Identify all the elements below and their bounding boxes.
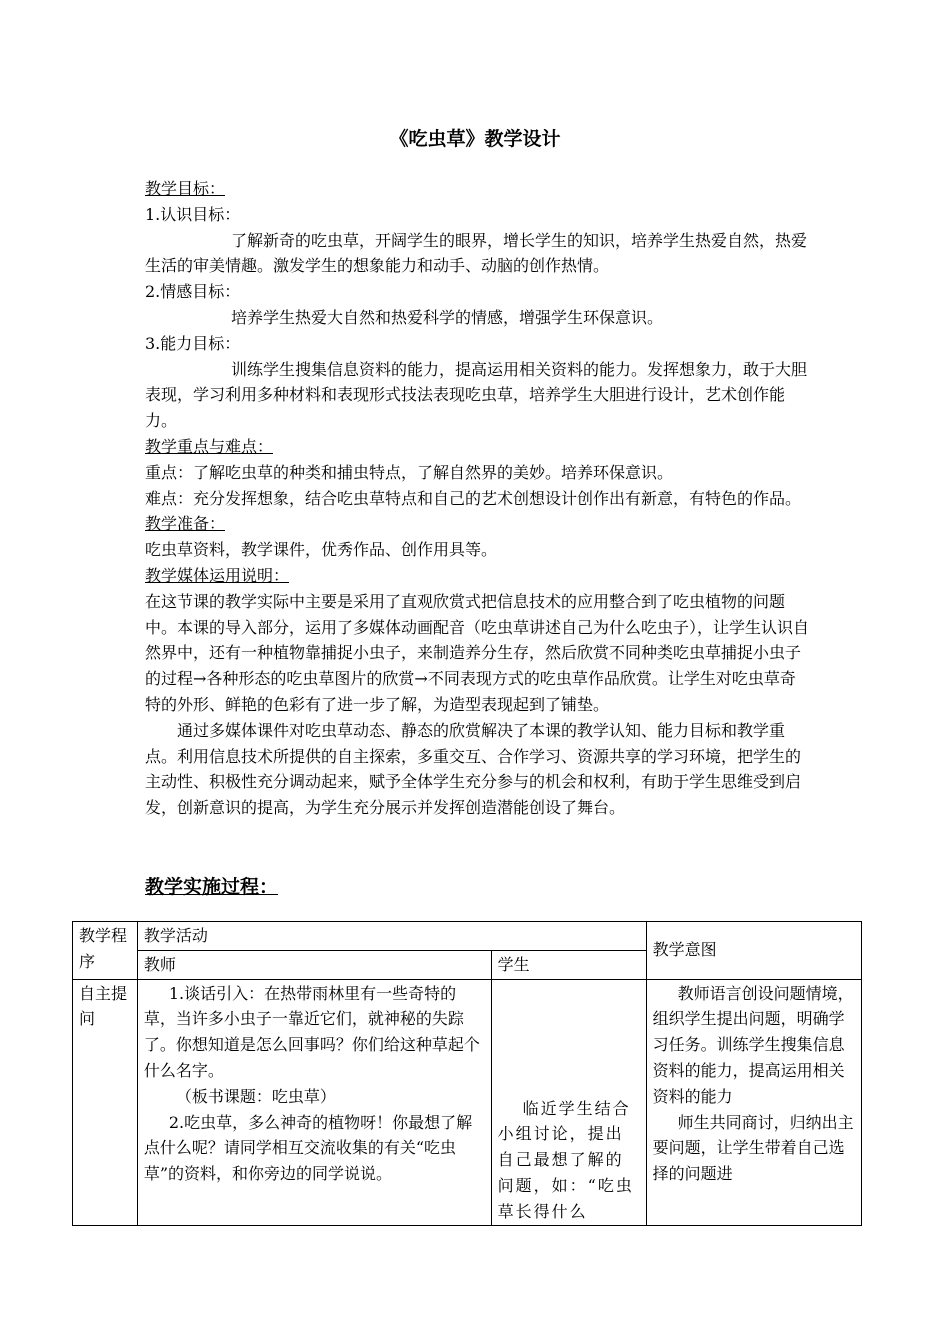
cognitive-label: 1.认识目标： xyxy=(145,204,241,224)
ability-label: 3.能力目标： xyxy=(145,333,241,353)
process-table xyxy=(72,921,862,1226)
affective-label: 2.情感目标： xyxy=(145,282,241,302)
student-cell xyxy=(491,979,646,1225)
media-heading: 教学媒体运用说明： xyxy=(145,565,290,585)
teacher-board-note: （板书课题：吃虫草） xyxy=(175,1086,336,1106)
teacher-cell xyxy=(137,979,491,1225)
ability-text: 训练学生搜集信息资料的能力，提高运用相关资料的能力。发挥想象力，敢于大胆表现，学习利用多种材料和表现形式技法表现吃虫草，培养学生大胆进行设计，艺术创作能力。 xyxy=(145,359,808,431)
preparation-text: 吃虫草资料，教学课件，优秀作品、创作用具等。 xyxy=(145,540,498,560)
header-activity: 教学活动 xyxy=(137,922,646,951)
intent-paragraph-1: 教师语言创设问题情境，组织学生提出问题，明确学习任务。训练学生搜集信息资料的能力，提高运用相关资料的能力 xyxy=(652,983,854,1106)
teacher-step-2: 2.吃虫草，多么神奇的植物呀！你最想了解点什么呢？请同学相互交流收集的有关“吃虫草”的资料，和你旁边的同学说说。 xyxy=(143,1112,473,1184)
teacher-step-1: 1.谈话引入：在热带雨林里有一些奇特的草，当许多小虫子一靠近它们，就神秘的失踪了。你想知道是怎么回事吗？你们给这种草起个什么名字。 xyxy=(143,983,480,1080)
preparation-heading: 教学准备： xyxy=(145,514,226,534)
header-procedure: 教学程序 xyxy=(73,922,138,980)
media-paragraph-1: 在这节课的教学实际中主要是采用了直观欣赏式把信息技术的应用整合到了吃虫植物的问题中。本课的导入部分，运用了多媒体动画配音（吃虫草讲述自己为什么吃虫子），让学生认识自然界中，还有一种植物靠捕捉小虫子，来制造养分生存，然后欣赏不同种类吃虫草捕捉小虫子的过程→各种形态的吃虫草图片的欣赏→不同表现方式的吃虫草作品欣赏。让学生对吃虫草奇特的外形、鲜艳的色彩有了进一步了解，为造型表现起到了铺垫。 xyxy=(145,591,810,714)
process-heading: 教学实施过程： xyxy=(145,876,279,898)
header-intent: 教学意图 xyxy=(646,922,861,980)
header-student: 学生 xyxy=(491,950,646,979)
table-header-row xyxy=(73,922,862,951)
objectives-heading: 教学目标： xyxy=(145,179,226,198)
key-point-text: 重点：了解吃虫草的种类和捕虫特点，了解自然界的美妙。培养环保意识。 xyxy=(145,462,674,482)
procedure-cell: 自主提问 xyxy=(73,979,138,1225)
document-body xyxy=(145,176,810,821)
table-row xyxy=(73,979,862,1225)
difficulty-text: 难点：充分发挥想象，结合吃虫草特点和自己的艺术创想设计创作出有新意，有特色的作品。 xyxy=(145,488,802,508)
header-teacher: 教师 xyxy=(137,950,491,979)
student-activity: 临近学生结合小组讨论，提出自己最想了解的问题，如：“吃虫草长得什么 xyxy=(497,1098,634,1221)
key-points-heading: 教学重点与难点： xyxy=(145,436,274,456)
intent-cell xyxy=(646,979,861,1225)
cognitive-text: 了解新奇的吃虫草，开阔学生的眼界，增长学生的知识，培养学生热爱自然，热爱生活的审美情趣。激发学生的想象能力和动手、动脑的创作热情。 xyxy=(145,230,808,276)
affective-text: 培养学生热爱大自然和热爱科学的情感，增强学生环保意识。 xyxy=(231,307,664,327)
intent-paragraph-2: 师生共同商讨，归纳出主要问题，让学生带着自己选择的问题进 xyxy=(652,1112,854,1184)
document-title: 《吃虫草》教学设计 xyxy=(389,128,561,150)
media-paragraph-2: 通过多媒体课件对吃虫草动态、静态的欣赏解决了本课的教学认知、能力目标和教学重点。利用信息技术所提供的自主探索，多重交互、合作学习、资源共享的学习环境，把学生的主动性、积极性充分调动起来，赋予全体学生充分参与的机会和权利，有助于学生思维受到启发，创新意识的提高，为学生充分展示并发挥创造潜能创设了舞台。 xyxy=(145,720,802,818)
